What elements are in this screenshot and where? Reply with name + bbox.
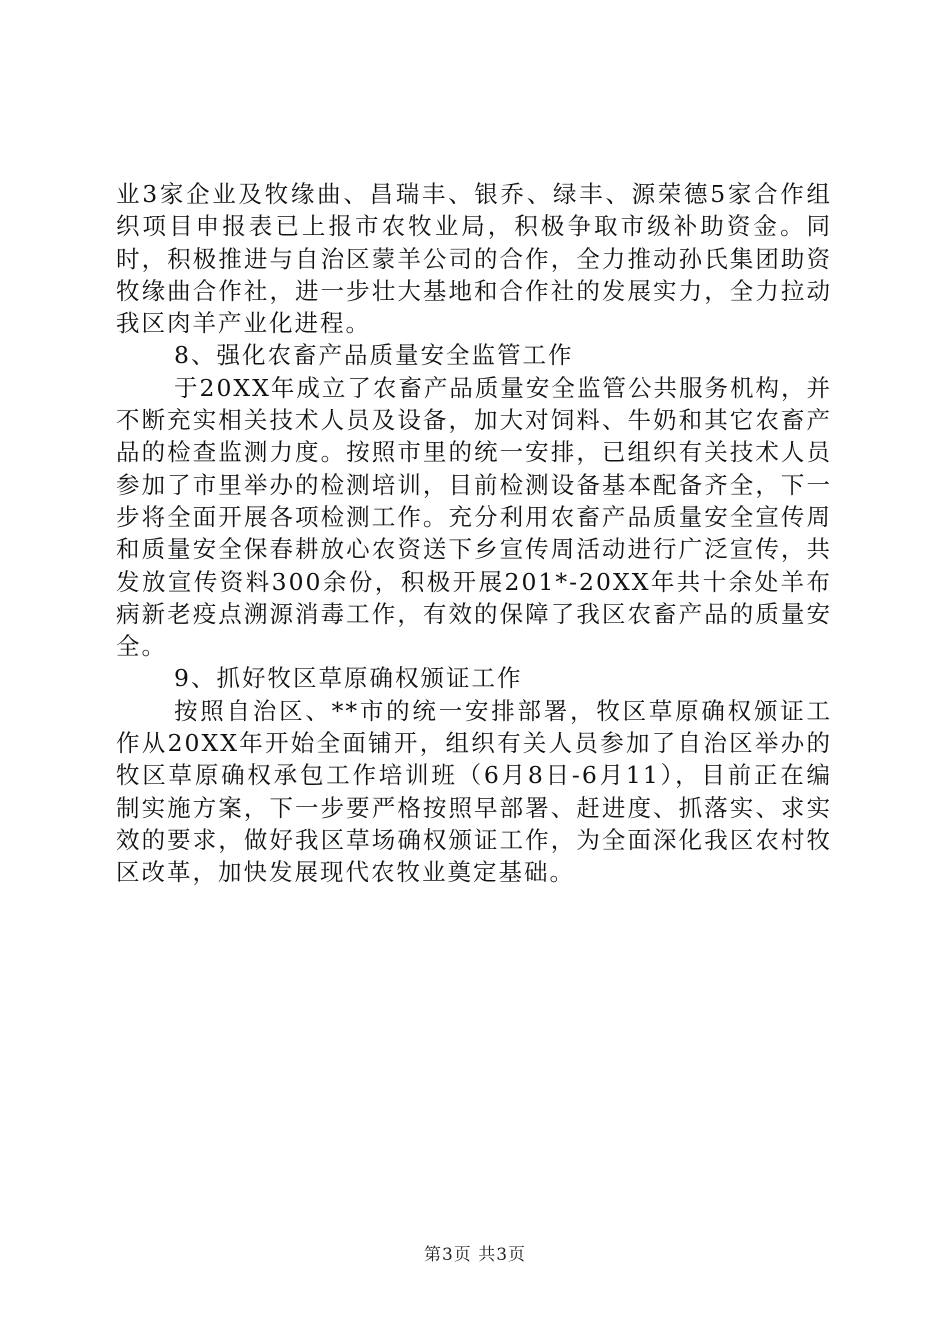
section-heading-8: 8、强化农畜产品质量安全监管工作	[174, 341, 574, 370]
paragraph-quality-supervision: 于20XX年成立了农畜产品质量安全监管公共服务机构，并不断充实相关技术人员及设备，加大对饲料、牛奶和其它农畜产品的检查监测力度。按照市里的统一安排，已组织有关技术人员参加了市里举办的检测培训，目前检测设备基本配备齐全，下一步将全面开展各项检测工作。充分利用农畜产品质量安全宣传周和质量安全保春耕放心农资送下乡宣传周活动进行广泛宣传，共发放宣传资料300余份，积极开展201*-20XX年共十余处羊布病新老疫点溯源消毒工作，有效的保障了我区农畜产品的质量安全。	[116, 373, 832, 661]
section-heading-9: 9、抓好牧区草原确权颁证工作	[174, 664, 523, 693]
paragraph-continuation: 业3家企业及牧缘曲、昌瑞丰、银乔、绿丰、源荣德5家合作组织项目申报表已上报市农牧业局，积极争取市级补助资金。同时，积极推进与自治区蒙羊公司的合作，全力推动孙氏集团助资牧缘曲合作社，进一步壮大基地和合作社的发展实力，全力拉动我区肉羊产业化进程。	[116, 180, 832, 338]
page-footer: 第3页 共3页	[423, 1245, 527, 1265]
paragraph-grassland-certification: 按照自治区、**市的统一安排部署，牧区草原确权颁证工作从20XX年开始全面铺开，组织有关人员参加了自治区举办的牧区草原确权承包工作培训班（6月8日-6月11），目前正在编制实施方案，下一步要严格按照早部署、赶进度、抓落实、求实效的要求，做好我区草场确权颁证工作，为全面深化我区农村牧区改革，加快发展现代农牧业奠定基础。	[116, 696, 832, 887]
document-body	[116, 178, 832, 889]
